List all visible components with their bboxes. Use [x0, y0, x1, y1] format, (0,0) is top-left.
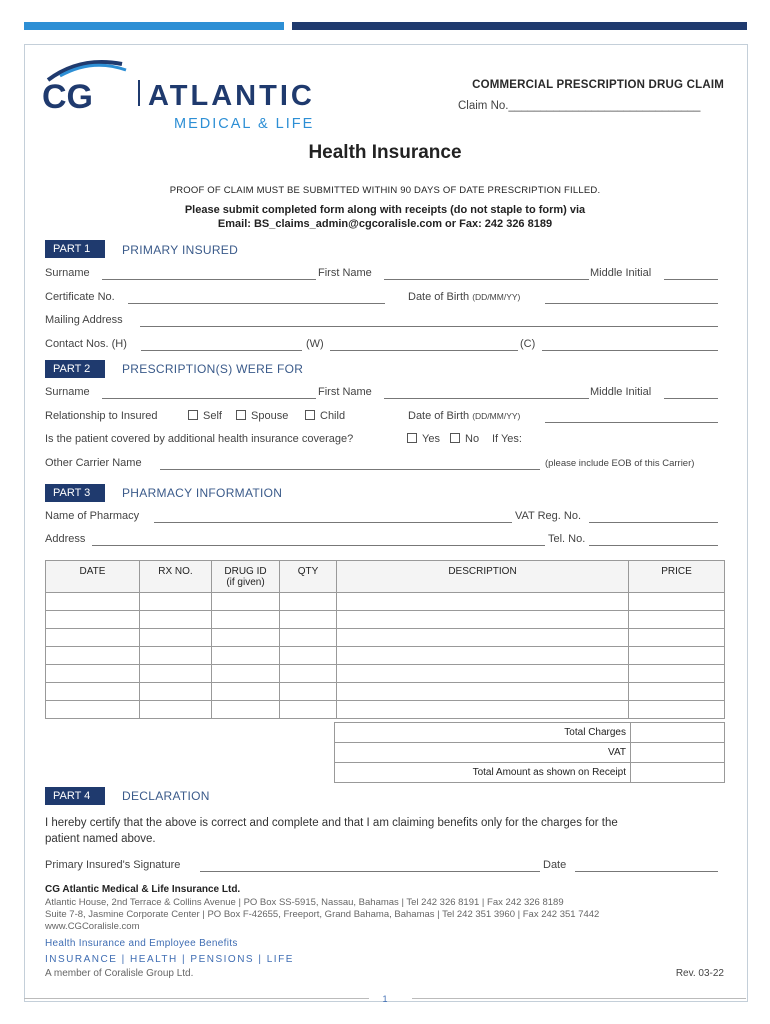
- table-cell[interactable]: [280, 629, 337, 647]
- col-price: PRICE: [629, 561, 725, 593]
- logo-name: ATLANTIC: [148, 80, 315, 112]
- p2-middle-field[interactable]: [664, 398, 718, 399]
- p3-tel-field[interactable]: [589, 545, 718, 546]
- p2-dob-field[interactable]: [545, 422, 718, 423]
- footer-company: CG Atlantic Medical & Life Insurance Ltd.: [45, 884, 241, 895]
- table-row[interactable]: [46, 701, 725, 719]
- signature-label: Primary Insured's Signature: [45, 859, 181, 871]
- table-header-row: [46, 561, 725, 593]
- p2-firstname-field[interactable]: [384, 398, 589, 399]
- p1-dob-text: Date of Birth: [408, 291, 470, 303]
- p1-contact-h-label: Contact Nos. (H): [45, 338, 127, 350]
- spouse-checkbox[interactable]: [236, 410, 246, 420]
- p1-surname-label: Surname: [45, 267, 90, 279]
- p1-middle-field[interactable]: [664, 279, 718, 280]
- logo-graphic: [40, 58, 360, 134]
- page-number: 1: [382, 994, 388, 1004]
- footer-lines: INSURANCE | HEALTH | PENSIONS | LIFE: [45, 954, 294, 965]
- spouse-label: Spouse: [251, 410, 289, 422]
- col-rx-no: RX NO.: [140, 561, 212, 593]
- claim-number-field[interactable]: Claim No.______________________________: [458, 100, 701, 112]
- total-charges-row: [335, 723, 725, 743]
- table-cell[interactable]: [46, 629, 140, 647]
- table-cell[interactable]: [212, 701, 280, 719]
- col-date: DATE: [46, 561, 140, 593]
- no-checkbox[interactable]: [450, 433, 460, 443]
- top-bar-left: [24, 22, 284, 30]
- p1-contact-w-label: (W): [306, 338, 324, 350]
- declaration-line-1: I hereby certify that the above is correct and complete and that I am claiming benefits only for the charges for the: [45, 817, 618, 829]
- col-qty: QTY: [280, 561, 337, 593]
- table-cell[interactable]: [629, 611, 725, 629]
- part3-tag: PART 3: [45, 484, 105, 502]
- p1-firstname-label: First Name: [318, 267, 372, 279]
- table-cell[interactable]: [280, 665, 337, 683]
- p1-contact-h-field[interactable]: [141, 350, 302, 351]
- p1-dob-format: (DD/MM/YY): [472, 292, 521, 302]
- table-row[interactable]: [46, 611, 725, 629]
- table-cell[interactable]: [337, 629, 629, 647]
- table-row[interactable]: [46, 593, 725, 611]
- vat-value[interactable]: [631, 743, 725, 763]
- table-cell[interactable]: [46, 683, 140, 701]
- table-cell[interactable]: [140, 701, 212, 719]
- part4-tag: PART 4: [45, 787, 105, 805]
- col-drug-id-sub: (if given): [226, 577, 265, 588]
- table-cell[interactable]: [212, 593, 280, 611]
- self-checkbox[interactable]: [188, 410, 198, 420]
- col-description: DESCRIPTION: [337, 561, 629, 593]
- table-cell[interactable]: [337, 665, 629, 683]
- p2-yes-option[interactable]: [407, 433, 440, 445]
- part2-title: PRESCRIPTION(S) WERE FOR: [122, 362, 304, 376]
- date-field[interactable]: [575, 871, 718, 872]
- table-cell[interactable]: [140, 629, 212, 647]
- table-cell[interactable]: [212, 647, 280, 665]
- logo-divider: [138, 80, 140, 106]
- p2-middle-label: Middle Initial: [590, 386, 652, 398]
- yes-checkbox[interactable]: [407, 433, 417, 443]
- p2-dob-format: (DD/MM/YY): [472, 411, 521, 421]
- p2-eob-note: (please include EOB of this Carrier): [545, 458, 695, 469]
- table-cell[interactable]: [629, 629, 725, 647]
- table-row[interactable]: [46, 683, 725, 701]
- p3-tel-label: Tel. No.: [548, 533, 586, 545]
- table-cell[interactable]: [629, 683, 725, 701]
- total-amount-value[interactable]: [631, 763, 725, 783]
- yes-label: Yes: [422, 433, 440, 445]
- p2-if-yes: If Yes:: [492, 433, 522, 445]
- p1-mailing-field[interactable]: [140, 326, 718, 327]
- p3-pharmacy-label: Name of Pharmacy: [45, 510, 140, 522]
- p2-other-carrier-label: Other Carrier Name: [45, 457, 142, 469]
- table-cell[interactable]: [337, 683, 629, 701]
- col-drug-id: [212, 561, 280, 593]
- table-cell[interactable]: [140, 647, 212, 665]
- company-logo: [40, 58, 360, 134]
- p1-certificate-label: Certificate No.: [45, 291, 115, 303]
- table-cell[interactable]: [212, 683, 280, 701]
- total-amount-row: [335, 763, 725, 783]
- p2-coverage-question: Is the patient covered by additional health insurance coverage?: [45, 433, 354, 445]
- footer-website[interactable]: www.CGCoralisle.com: [45, 921, 140, 932]
- submit-line-1: Please submit completed form along with receipts (do not staple to form) via: [184, 204, 586, 216]
- p2-surname-label: Surname: [45, 386, 90, 398]
- p2-spouse-option[interactable]: [236, 410, 288, 422]
- p3-address-label: Address: [45, 533, 86, 545]
- p3-pharmacy-field[interactable]: [154, 522, 512, 523]
- table-row[interactable]: [46, 629, 725, 647]
- p3-address-field[interactable]: [92, 545, 545, 546]
- declaration-line-2: patient named above.: [45, 833, 156, 845]
- table-cell[interactable]: [140, 683, 212, 701]
- vat-label: VAT: [335, 743, 631, 763]
- total-charges-label: Total Charges: [335, 723, 631, 743]
- p1-dob-field[interactable]: [545, 303, 718, 304]
- table-cell[interactable]: [629, 701, 725, 719]
- table-cell[interactable]: [629, 593, 725, 611]
- footer-member: A member of Coralisle Group Ltd.: [45, 968, 194, 979]
- p1-certificate-field[interactable]: [128, 303, 385, 304]
- p3-vat-label: VAT Reg. No.: [515, 510, 582, 522]
- vat-row: [335, 743, 725, 763]
- table-cell[interactable]: [280, 683, 337, 701]
- table-cell[interactable]: [46, 665, 140, 683]
- p2-relationship-label: Relationship to Insured: [45, 410, 158, 422]
- part2-tag: PART 2: [45, 360, 105, 378]
- child-checkbox[interactable]: [305, 410, 315, 420]
- footer-address-2: Suite 7-8, Jasmine Corporate Center | PO Box F-42655, Freeport, Grand Bahama, Bahamas | Tel 242 351 3960 | Fax 242 351 7442: [45, 909, 600, 920]
- p2-no-option[interactable]: [450, 433, 479, 445]
- p2-other-carrier-field[interactable]: [160, 469, 540, 470]
- p2-self-option[interactable]: [188, 410, 222, 422]
- part1-title: PRIMARY INSURED: [122, 243, 239, 257]
- self-label: Self: [203, 410, 222, 422]
- footer-revision: Rev. 03-22: [675, 968, 724, 979]
- table-cell[interactable]: [212, 611, 280, 629]
- declaration-text: [45, 815, 725, 847]
- table-cell[interactable]: [212, 665, 280, 683]
- form-title: COMMERCIAL PRESCRIPTION DRUG CLAIM: [472, 79, 724, 91]
- table-cell[interactable]: [46, 593, 140, 611]
- table-cell[interactable]: [337, 593, 629, 611]
- child-label: Child: [320, 410, 346, 422]
- p1-contact-c-field[interactable]: [542, 350, 718, 351]
- page-title: Health Insurance: [308, 142, 462, 163]
- p1-firstname-field[interactable]: [384, 279, 589, 280]
- table-cell[interactable]: [46, 647, 140, 665]
- submit-instructions: [0, 203, 770, 231]
- p1-middle-label: Middle Initial: [590, 267, 652, 279]
- table-row[interactable]: [46, 647, 725, 665]
- p2-firstname-label: First Name: [318, 386, 372, 398]
- top-bar-right: [292, 22, 747, 30]
- footer-address: [45, 897, 599, 933]
- table-cell[interactable]: [280, 647, 337, 665]
- p1-dob-label: [408, 291, 520, 303]
- totals-table: [334, 722, 725, 783]
- table-cell[interactable]: [337, 647, 629, 665]
- p2-dob-label: [408, 410, 520, 422]
- table-cell[interactable]: [46, 701, 140, 719]
- table-cell[interactable]: [280, 593, 337, 611]
- part3-title: PHARMACY INFORMATION: [122, 486, 283, 500]
- p2-dob-text: Date of Birth: [408, 410, 470, 422]
- no-label: No: [465, 433, 480, 445]
- p1-mailing-label: Mailing Address: [45, 314, 123, 326]
- table-cell[interactable]: [140, 665, 212, 683]
- footer-tagline: Health Insurance and Employee Benefits: [45, 938, 238, 949]
- table-cell[interactable]: [212, 629, 280, 647]
- col-drug-id-label: DRUG ID: [224, 566, 267, 577]
- table-cell[interactable]: [140, 611, 212, 629]
- date-label: Date: [543, 859, 567, 871]
- p2-child-option[interactable]: [305, 410, 345, 422]
- part4-title: DECLARATION: [122, 789, 210, 803]
- logo-mark: CG: [42, 78, 93, 116]
- prescription-table: [45, 560, 725, 719]
- table-cell[interactable]: [337, 701, 629, 719]
- part1-tag: PART 1: [45, 240, 105, 258]
- table-cell[interactable]: [280, 611, 337, 629]
- table-cell[interactable]: [140, 593, 212, 611]
- table-cell[interactable]: [337, 611, 629, 629]
- p1-surname-field[interactable]: [102, 279, 316, 280]
- table-cell[interactable]: [629, 647, 725, 665]
- footer-address-1: Atlantic House, 2nd Terrace & Collins Avenue | PO Box SS-5915, Nassau, Bahamas | Tel 242 326 8191 | Fax 242 326 8189: [45, 897, 564, 908]
- p1-contact-c-label: (C): [520, 338, 536, 350]
- table-row[interactable]: [46, 665, 725, 683]
- total-amount-label: Total Amount as shown on Receipt: [335, 763, 631, 783]
- signature-field[interactable]: [200, 871, 540, 872]
- table-cell[interactable]: [629, 665, 725, 683]
- total-charges-value[interactable]: [631, 723, 725, 743]
- table-cell[interactable]: [46, 611, 140, 629]
- table-cell[interactable]: [280, 701, 337, 719]
- p3-vat-field[interactable]: [589, 522, 718, 523]
- logo-sub: MEDICAL & LIFE: [174, 116, 315, 132]
- p2-surname-field[interactable]: [102, 398, 316, 399]
- p1-contact-w-field[interactable]: [330, 350, 518, 351]
- submit-line-2: Email: BS_claims_admin@cgcoralisle.com or Fax: 242 326 8189: [217, 218, 553, 230]
- proof-notice: PROOF OF CLAIM MUST BE SUBMITTED WITHIN 90 DAYS OF DATE PRESCRIPTION FILLED.: [169, 185, 601, 196]
